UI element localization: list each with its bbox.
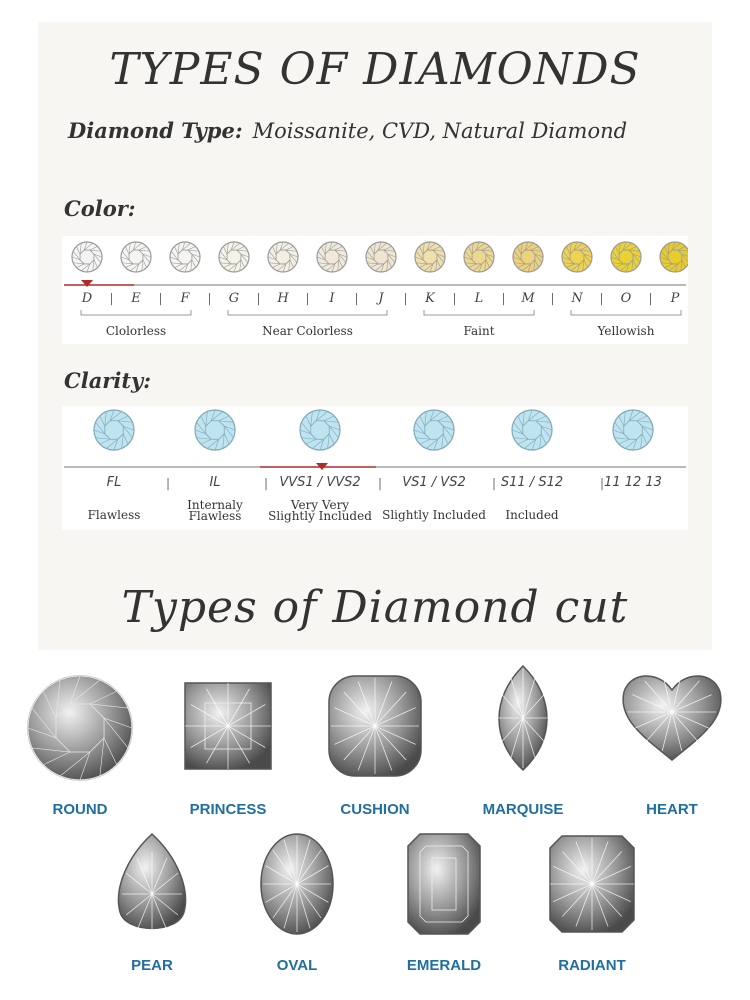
- clarity-grade-label: VVS1 / VVS2: [279, 475, 361, 490]
- color-group-bracket: [424, 310, 534, 315]
- grade-separator: |: [264, 476, 269, 490]
- diamond-type-label: Diamond Type:: [68, 118, 243, 143]
- grade-separator: |: [600, 476, 605, 490]
- clarity-gem-icon: [512, 410, 552, 450]
- clarity-name-line: Internaly: [187, 498, 243, 512]
- color-gem-icon: [219, 242, 249, 272]
- grade-separator: |: [452, 291, 457, 305]
- color-group-label: Faint: [463, 324, 495, 338]
- clarity-gem-icon: [613, 410, 653, 450]
- color-marker-icon: [81, 280, 93, 287]
- color-gem-icon: [317, 242, 347, 272]
- grade-separator: |: [256, 291, 261, 305]
- color-scale: [62, 236, 688, 344]
- clarity-grade-label: S11 / S12: [500, 475, 564, 490]
- round-diamond-icon: [20, 668, 140, 788]
- color-gem-icon: [660, 242, 688, 272]
- grade-separator: |: [166, 476, 171, 490]
- cushion-diamond-icon: [315, 668, 435, 788]
- cut-label-princess: PRINCESS: [189, 801, 267, 818]
- emerald-diamond-icon: [384, 824, 504, 944]
- cut-label-cushion: CUSHION: [340, 801, 410, 818]
- cut-label-marquise: MARQUISE: [482, 801, 564, 818]
- diamond-type-value: Moissanite, CVD, Natural Diamond: [252, 119, 628, 143]
- grade-separator: |: [378, 476, 383, 490]
- color-grade-label: H: [277, 291, 289, 306]
- clarity-grade-label: VS1 / VS2: [402, 475, 466, 490]
- cut-label-oval: OVAL: [276, 957, 318, 974]
- grade-separator: |: [207, 291, 212, 305]
- color-group-bracket: [571, 310, 681, 315]
- color-gem-icon: [366, 242, 396, 272]
- clarity-scale: [62, 406, 688, 530]
- color-grade-label: E: [131, 291, 141, 306]
- color-grade-label: L: [474, 291, 484, 306]
- color-grade-label: N: [571, 291, 583, 306]
- color-gem-icon: [464, 242, 494, 272]
- color-grade-label: P: [670, 291, 680, 306]
- grade-separator: |: [599, 291, 604, 305]
- cut-label-heart: HEART: [646, 801, 698, 818]
- radiant-diamond-icon: [532, 824, 652, 944]
- color-gem-icon: [513, 242, 543, 272]
- clarity-grade-label: FL: [106, 475, 122, 490]
- color-group-label: Yellowish: [597, 324, 655, 338]
- grade-separator: |: [403, 291, 408, 305]
- color-grade-label: M: [521, 291, 535, 306]
- clarity-name-line: Slightly Included: [382, 508, 486, 522]
- color-gem-icon: [611, 242, 641, 272]
- cut-label-emerald: EMERALD: [406, 957, 482, 974]
- clarity-gem-icon: [414, 410, 454, 450]
- color-gem-icon: [72, 242, 102, 272]
- color-group-bracket: [228, 310, 387, 315]
- grade-separator: |: [648, 291, 653, 305]
- grade-separator: |: [158, 291, 163, 305]
- clarity-name-label: [155, 500, 275, 522]
- clarity-gem-icon: [195, 410, 235, 450]
- marquise-diamond-icon: [463, 658, 583, 778]
- clarity-gem-icon: [94, 410, 134, 450]
- color-group-bracket: [81, 310, 191, 315]
- grade-separator: |: [354, 291, 359, 305]
- color-grade-label: K: [425, 291, 435, 306]
- color-gem-icon: [562, 242, 592, 272]
- color-gem-icon: [170, 242, 200, 272]
- color-group-label: Near Colorless: [262, 324, 353, 338]
- page-title: TYPES OF DIAMONDS: [109, 44, 641, 95]
- color-grade-label: F: [180, 291, 190, 306]
- cut-label-pear: PEAR: [131, 957, 173, 974]
- color-grade-label: O: [620, 291, 632, 306]
- color-section-label: Color:: [64, 196, 136, 221]
- color-gem-icon: [268, 242, 298, 272]
- clarity-name-line: Included: [505, 508, 559, 522]
- grade-separator: |: [305, 291, 310, 305]
- cut-section-title: Types of Diamond cut: [121, 582, 629, 633]
- diamond-type-row: [68, 118, 627, 143]
- color-grade-label: D: [81, 291, 93, 306]
- princess-diamond-icon: [168, 668, 288, 788]
- clarity-name-label: [472, 510, 592, 521]
- color-grade-label: I: [329, 291, 335, 306]
- clarity-grade-label: IL: [209, 475, 221, 490]
- grade-separator: |: [550, 291, 555, 305]
- clarity-grade-label: 11 12 13: [604, 475, 662, 490]
- color-group-label: Clolorless: [105, 324, 167, 338]
- heart-diamond-icon: [612, 658, 732, 778]
- cut-label-round: ROUND: [52, 801, 108, 818]
- cut-label-radiant: RADIANT: [558, 957, 626, 974]
- clarity-name-line: Very Very: [290, 498, 350, 512]
- clarity-name-label: [260, 500, 380, 522]
- grade-separator: |: [492, 476, 497, 490]
- clarity-gem-icon: [300, 410, 340, 450]
- clarity-name-line: Flawless: [188, 509, 242, 523]
- clarity-name-line: Flawless: [87, 508, 141, 522]
- clarity-section-label: Clarity:: [64, 368, 151, 393]
- clarity-name-line: Slightly Included: [268, 509, 372, 523]
- oval-diamond-icon: [237, 824, 357, 944]
- color-gem-icon: [121, 242, 151, 272]
- color-grade-label: G: [228, 291, 240, 306]
- pear-diamond-icon: [92, 824, 212, 944]
- color-gem-icon: [415, 242, 445, 272]
- color-grade-label: J: [378, 291, 384, 306]
- grade-separator: |: [109, 291, 114, 305]
- grade-separator: |: [501, 291, 506, 305]
